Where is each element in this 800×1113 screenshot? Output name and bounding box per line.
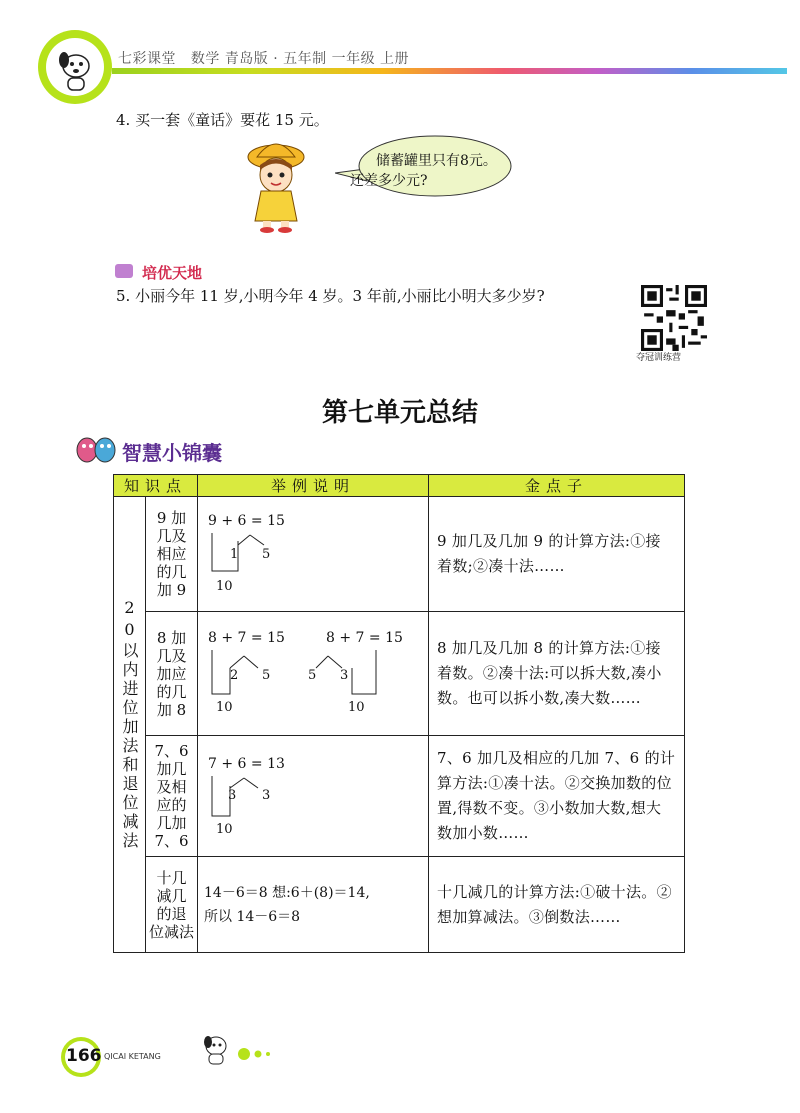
unit-title: 第七单元总结: [321, 398, 478, 428]
series-name: 七彩课堂: [118, 51, 176, 67]
side-label: 20以内进位加法和退位减法: [114, 497, 146, 953]
row3-example: 7 + 6 = 13 3 3 10: [198, 736, 429, 857]
row2-equation-a: 8 + 7 = 15: [208, 630, 285, 646]
row4-example-line2: 所以 14－6＝8: [204, 908, 301, 925]
table-row: [114, 736, 685, 857]
book-info: 数学 青岛版 · 五年制 一年级 上册: [190, 51, 410, 67]
row2-equation-b: 8 + 7 = 15: [326, 630, 403, 646]
table-row: [114, 857, 685, 953]
mascots-icon: [75, 432, 117, 466]
row2-category: 8 加 几及 加应 的几 加 8: [146, 612, 198, 736]
question-4: 4. 买一套《童话》要花 15 元。: [116, 111, 329, 129]
badge-icon: [115, 264, 133, 278]
row2-tip: 8 加几及几加 8 的计算方法:①接着数。②凑十法:可以拆大数,凑小数。也可以拆小数,凑大数……: [429, 612, 685, 736]
header-tips: 金点子: [429, 475, 685, 497]
dog-mascot-icon: [50, 42, 102, 94]
row4-example-line1: 14－6＝8 想:6＋(8)＝14,: [204, 884, 370, 901]
bubble-line-2: 还差多少元?: [350, 173, 428, 189]
row1-category: 9 加 几及 相应 的几 加 9: [146, 497, 198, 612]
extra-badge: 培优天地: [142, 264, 203, 282]
header-rainbow-bar: [112, 68, 787, 74]
row1-example: 9 + 6 = 15 1 5 10: [198, 497, 429, 612]
row3-tip: 7、6 加几及相应的几加 7、6 的计算方法:①凑十法。②交换加数的位置,得数不变。③小数加大数,想大数加小数……: [429, 736, 685, 857]
header-knowledge: 知识点: [114, 475, 198, 497]
page-number: 166: [66, 1046, 102, 1066]
section-title: 智慧小锦囊: [122, 441, 222, 465]
qr-caption: 夺冠训练营: [636, 353, 682, 363]
row3-equation: 7 + 6 = 13: [208, 756, 285, 772]
question-5: 5. 小丽今年 11 岁,小明今年 4 岁。3 年前,小丽比小明大多少岁?: [116, 287, 545, 305]
qr-code-icon[interactable]: [641, 285, 707, 351]
header-title: [118, 48, 409, 68]
row4-tip: 十几减几的计算方法:①破十法。②想加算减法。③倒数法……: [429, 857, 685, 953]
header-example: 举例说明: [198, 475, 429, 497]
table-header-row: [114, 475, 685, 497]
row2-example: 8 + 7 = 15 8 + 7 = 15 2 5 10 5 3 10: [198, 612, 429, 736]
table-row: [114, 497, 685, 612]
footer-brand: QICAI KETANG: [104, 1052, 161, 1061]
row4-category: 十几 减几 的退 位减法: [146, 857, 198, 953]
row4-example: [198, 857, 429, 953]
row3-category: 7、6 加几 及相 应的 几加 7、6: [146, 736, 198, 857]
table-row: [114, 612, 685, 736]
bubble-line-1: 储蓄罐里只有8元。: [376, 153, 497, 169]
girl-illustration: [243, 135, 309, 233]
row1-tip: 9 加几及几加 9 的计算方法:①接着数;②凑十法……: [429, 497, 685, 612]
footer-dog-icon: [200, 1032, 280, 1068]
row1-equation: 9 + 6 = 15: [208, 513, 285, 529]
summary-table: [113, 474, 685, 953]
